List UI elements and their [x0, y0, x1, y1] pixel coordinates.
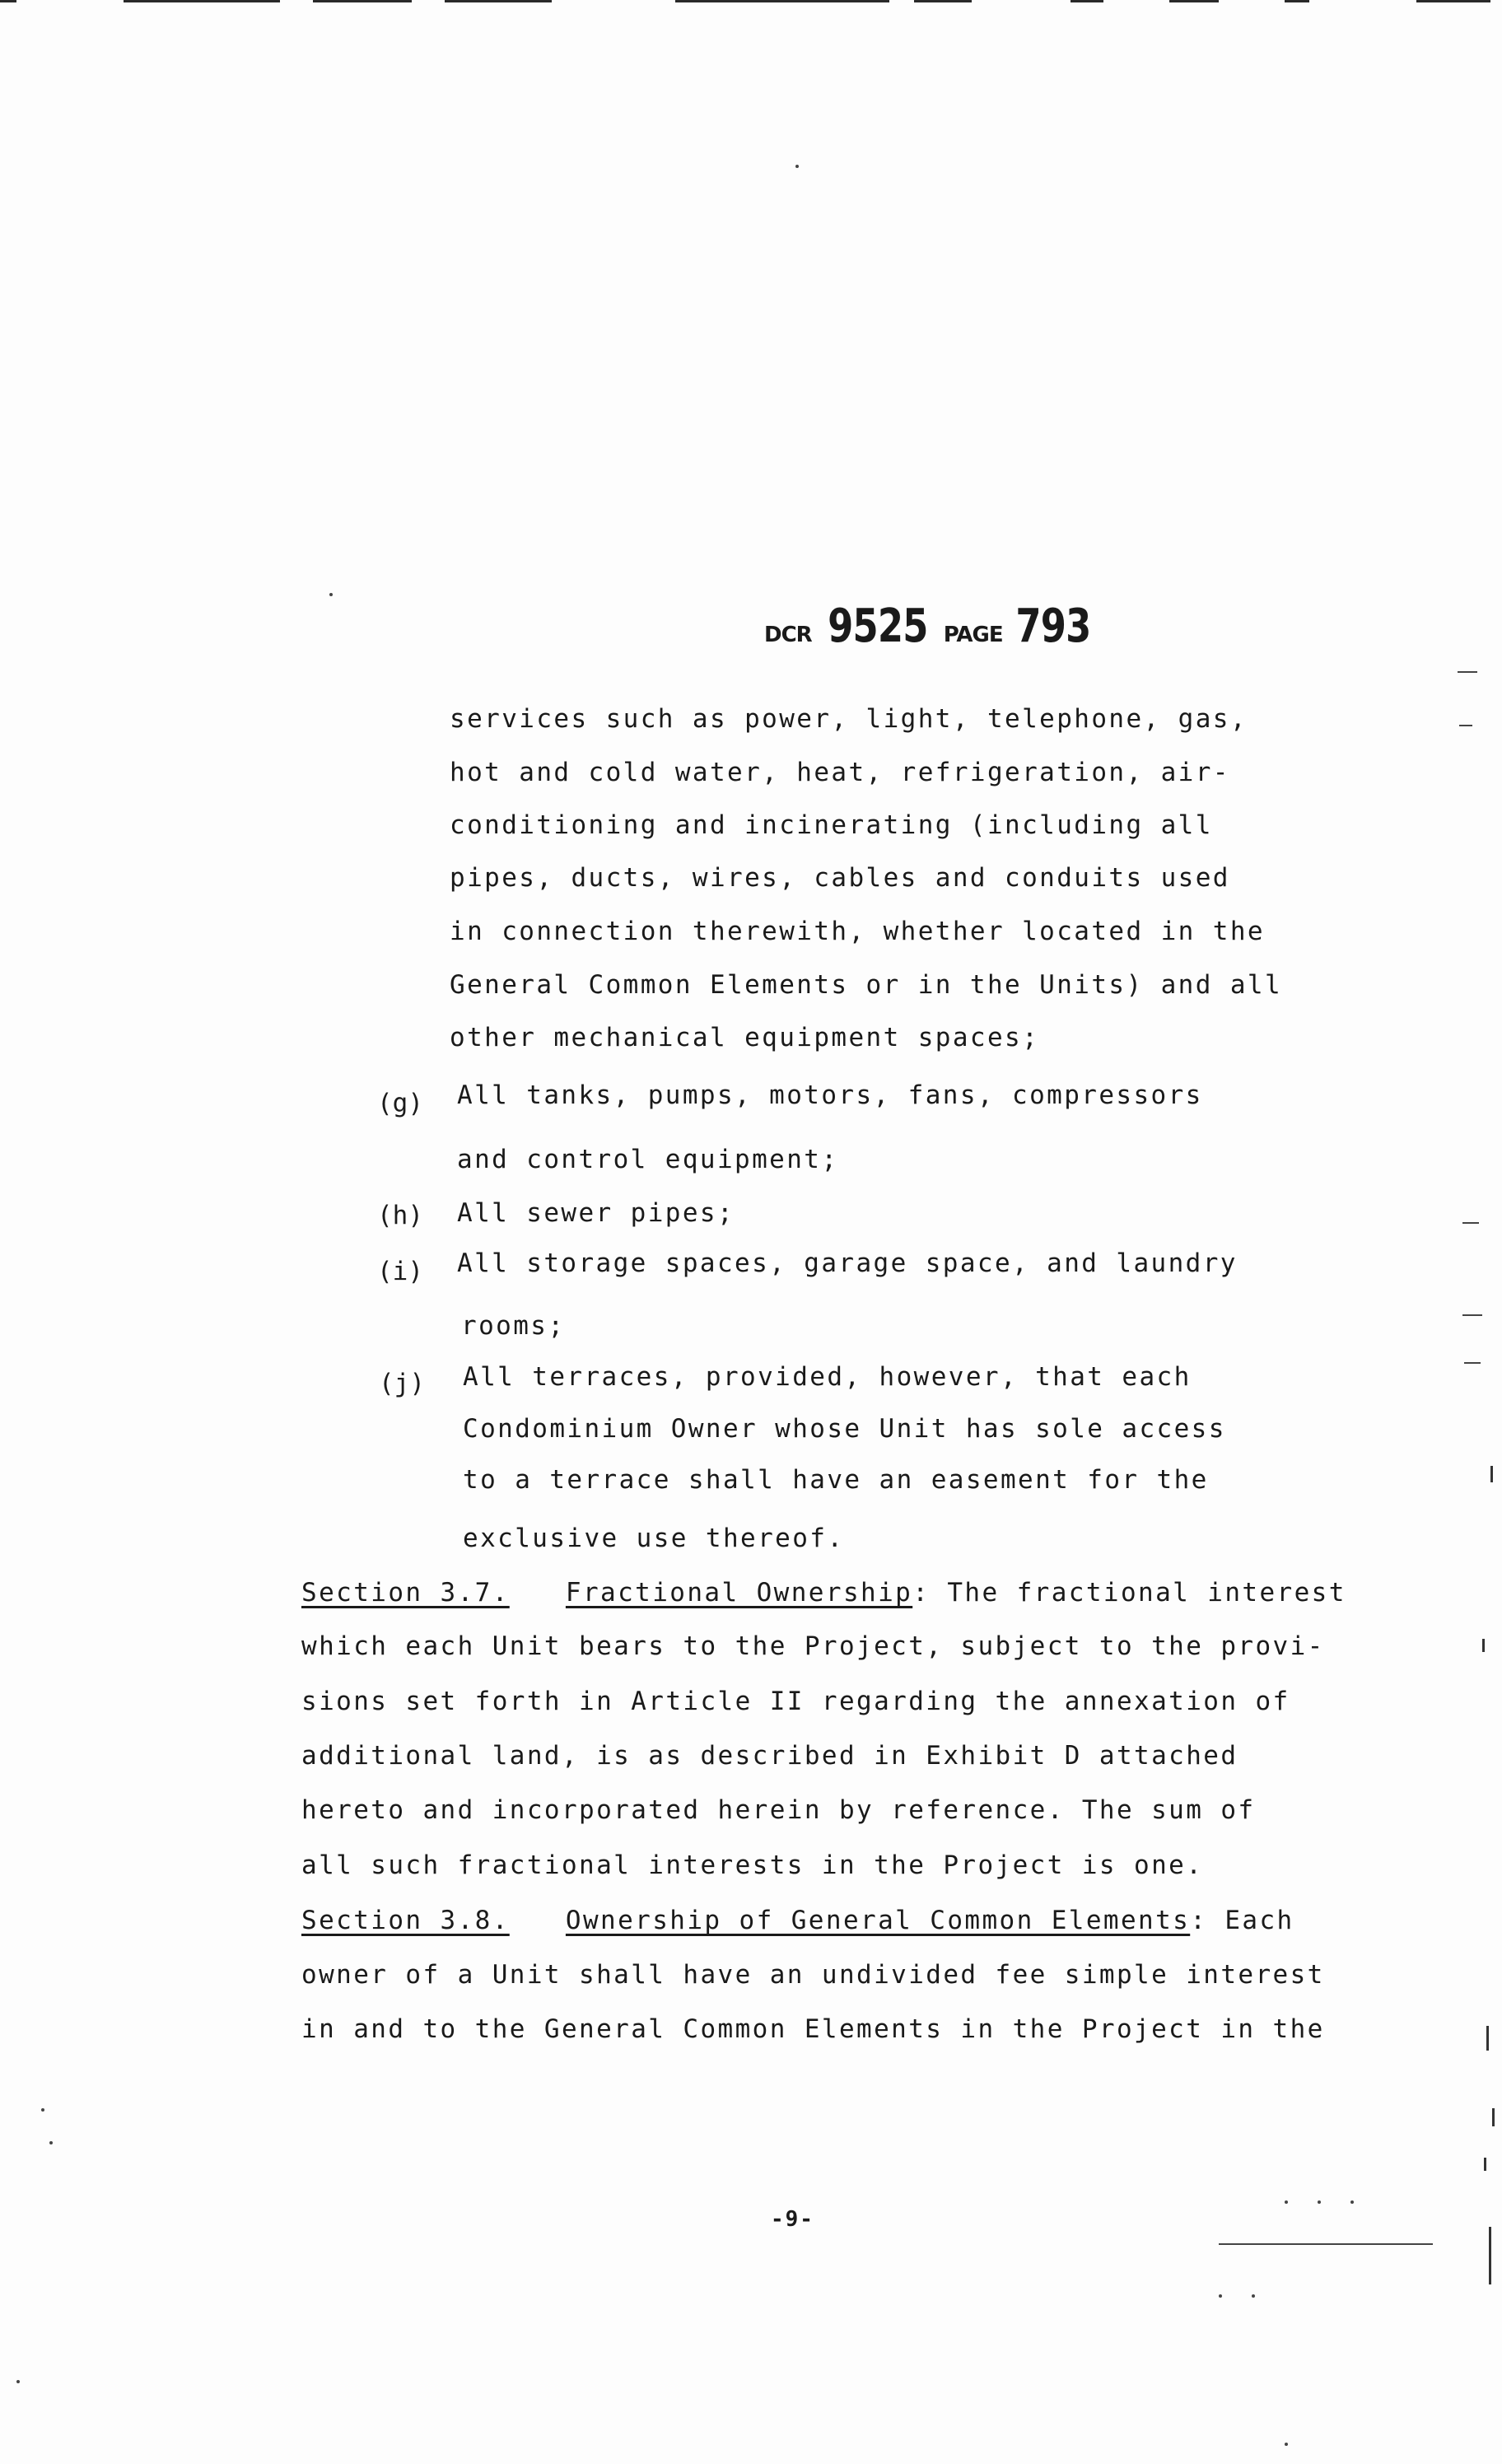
scan-mark	[1489, 2227, 1491, 2284]
item-line: Condominium Owner whose Unit has sole access	[463, 1414, 1226, 1444]
section-line: hereto and incorporated herein by reference. The sum of	[301, 1795, 1256, 1825]
scan-mark	[1486, 2026, 1489, 2051]
book-number: 9525	[827, 600, 928, 653]
item-line: All tanks, pumps, motors, fans, compressors	[457, 1080, 1203, 1110]
scan-mark	[1492, 2108, 1495, 2126]
scan-mark	[1462, 1222, 1479, 1224]
section-3-7-first-line	[301, 1576, 1346, 1609]
scan-mark	[1462, 1314, 1482, 1316]
scan-speck	[41, 2108, 44, 2112]
scan-speck	[1318, 2200, 1321, 2204]
section-3-8-first-line	[301, 1904, 1294, 1937]
item-line: All sewer pipes;	[457, 1198, 735, 1228]
section-line: owner of a Unit shall have an undivided fee simple interest	[301, 1960, 1325, 1990]
item-line: All storage spaces, garage space, and laundry	[457, 1248, 1238, 1278]
footer-page-number: -9-	[771, 2207, 814, 2232]
body-line: hot and cold water, heat, refrigeration, air-	[450, 758, 1230, 787]
section-lead-text: : The fractional interest	[912, 1578, 1346, 1608]
stamp-prefix: DCR	[764, 623, 812, 647]
scan-mark	[1482, 1639, 1485, 1652]
item-line: to a terrace shall have an easement for the	[463, 1465, 1209, 1495]
scan-speck	[49, 2141, 53, 2144]
book-page-stamp	[764, 600, 1100, 653]
scan-speck	[795, 165, 799, 168]
item-marker: (j)	[379, 1369, 425, 1398]
item-marker: (g)	[377, 1089, 423, 1118]
item-line: exclusive use thereof.	[463, 1524, 845, 1553]
scan-speck	[1350, 2200, 1354, 2204]
scan-mark	[1464, 1362, 1481, 1364]
scan-speck	[329, 593, 333, 596]
scan-speck	[1219, 2294, 1222, 2298]
item-line: and control equipment;	[457, 1145, 839, 1174]
section-line: sions set forth in Article II regarding the annexation of	[301, 1687, 1290, 1716]
section-line: additional land, is as described in Exhibit D attached	[301, 1741, 1238, 1771]
scan-artifact-top	[0, 0, 1502, 8]
section-heading: Fractional Ownership	[565, 1578, 913, 1608]
body-line: services such as power, light, telephone, gas,	[450, 704, 1248, 734]
body-line: other mechanical equipment spaces;	[450, 1023, 1040, 1052]
item-marker: (h)	[377, 1201, 423, 1230]
scan-mark	[1490, 1466, 1493, 1482]
scan-speck	[1285, 2443, 1288, 2446]
body-line: pipes, ducts, wires, cables and conduits used	[450, 863, 1230, 893]
section-line: which each Unit bears to the Project, subject to the provi-	[301, 1631, 1325, 1661]
section-number: Section 3.7.	[301, 1578, 510, 1608]
section-number: Section 3.8.	[301, 1906, 510, 1935]
scan-speck	[16, 2380, 20, 2383]
body-line: in connection therewith, whether located in the	[450, 917, 1265, 946]
section-heading: Ownership of General Common Elements	[565, 1906, 1191, 1935]
body-line: conditioning and incinerating (including all	[450, 810, 1213, 840]
stamp-page-label: PAGE	[943, 623, 1003, 647]
item-line: All terraces, provided, however, that each	[463, 1362, 1192, 1392]
stamp-page-number: 793	[1015, 600, 1091, 653]
section-line: all such fractional interests in the Project is one.	[301, 1850, 1204, 1880]
scan-speck	[1252, 2294, 1255, 2298]
scan-speck	[1285, 2200, 1288, 2204]
body-line: General Common Elements or in the Units) and all	[450, 970, 1283, 1000]
scan-mark	[1458, 671, 1477, 673]
item-marker: (i)	[377, 1257, 423, 1286]
section-lead-text: : Each	[1190, 1906, 1294, 1935]
scan-mark	[1459, 725, 1472, 726]
scan-mark	[1484, 2158, 1486, 2171]
scan-mark	[1219, 2243, 1433, 2245]
item-line: rooms;	[461, 1311, 566, 1341]
section-line: in and to the General Common Elements in the Project in the	[301, 2014, 1325, 2044]
